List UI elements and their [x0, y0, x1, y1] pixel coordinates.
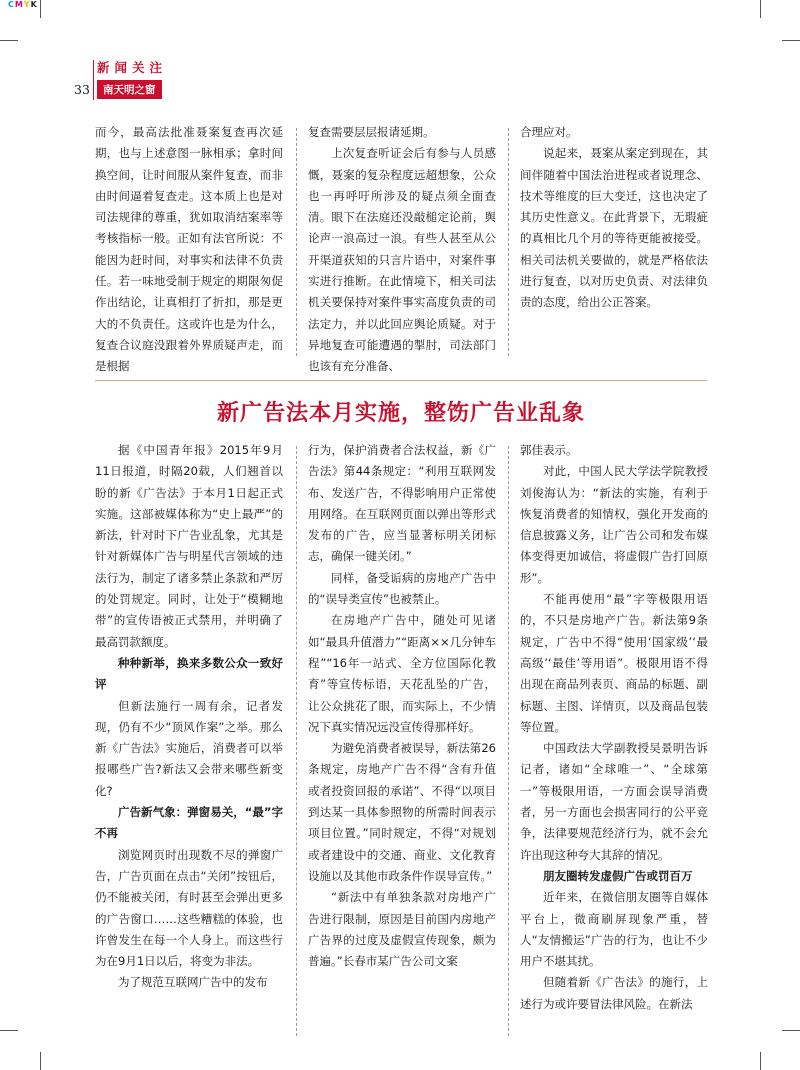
- paragraph: 为避免消费者被误导，新法第26条规定，房地产广告不得“含有升值或者投资回报的承诺”、不得“以项目到达某一具体参照物的所需时间表示项目位置。”同时规定，不得“对规划或者建设中的交通、商业、文化教育设施以及其他市政条件作误导宣传。”: [308, 741, 496, 883]
- paragraph: 浏览网页时出现数不尽的弹窗广告，广告页面在点击“关闭”按钮后，仍不能被关闭，有时甚至会弹出更多的广告窗口……这些糟糕的体验，也许曾发生在每一个人身上。而这些行为在9月1日以后，将变为非法。: [95, 847, 283, 969]
- cmyk-k: K: [30, 0, 38, 9]
- column-separator: [508, 128, 509, 356]
- crop-mark: [40, 1052, 41, 1070]
- article-column-3: [520, 440, 708, 1015]
- page-number: 33: [74, 82, 90, 97]
- crop-mark: [782, 1030, 800, 1031]
- paragraph: 为了规范互联网广告中的发布: [118, 975, 268, 990]
- crop-mark: [760, 1052, 761, 1070]
- paragraph: 但新法施行一周有余，记者发现，仍有不少“顶风作案”之举。那么新《广告法》实施后，消费者可以举报哪些广告?新法又会带来哪些新变化?: [95, 698, 283, 798]
- paragraph: 复查需要层层报请延期。: [308, 125, 435, 139]
- crop-mark: [0, 40, 18, 41]
- cmyk-m: M: [14, 0, 24, 9]
- paragraph: 上次复查听证会后有参与人员感慨，聂案的复杂程度远超想象，公众也一再呼吁所涉及的疑点须全面查清。眼下在法庭还没敲槌定论前，舆论声一浪高过一浪。有些人甚至从公开渠道获知的只言片语中，对案件事实进行推断。在此情境下，相关司法机关要保持对案件事实高度负责的司法定力，并以此回应舆论质疑。对于异地复查可能遭遇的掣肘，司法部门也该有充分准备、: [308, 146, 496, 374]
- paragraph: 据《中国青年报》2015年9月11日报道，时隔20载，人们翘首以盼的新《广告法》于本月1日起正式实施。这部被媒体称为“史上最严”的新法，针对时下广告业乱象，尤其是针对新媒体广告与明星代言领域的违法行为，制定了诸多禁止条款和严厉的处罚规定。同时，让处于“模糊地带”的宣传语被正式禁用，并明确了最高罚款额度。: [95, 443, 283, 649]
- crop-mark: [0, 1030, 18, 1031]
- article-headline: 新广告法本月实施，整饬广告业乱象: [216, 401, 585, 426]
- paragraph: 不能再使用“最”字等极限用语的，不只是房地产广告。新法第9条规定，广告中不得“使用‘国家级’‘最高级’‘最佳’等用语”。极限用语不得出现在商品列表页、商品的标题、副标题、主图、详情页，以及商品包装等位置。: [520, 592, 708, 734]
- crop-mark: [760, 0, 761, 18]
- upper-column-2: [308, 122, 496, 378]
- cmyk-y: Y: [23, 0, 31, 9]
- paragraph: 合理应对。: [520, 125, 578, 139]
- section-divider: [95, 380, 707, 381]
- subheading: 朋友圈转发虚假广告或罚百万: [543, 868, 693, 883]
- column-separator: [296, 128, 297, 356]
- subheading: 种种新举，换来多数公众一致好评: [95, 655, 283, 692]
- paragraph: 对此，中国人民大学法学院教授刘俊海认为：“新法的实施，有利于恢复消费者的知情权，强化开发商的信息披露义务，让广告公司和发布媒体变得更加诚信，将虚假广告打回原形”。: [520, 464, 708, 585]
- paragraph: 中国政法大学副教授吴景明告诉记者，诸如“全球唯一”、“全球第一”等极限用语，一方面会误导消费者，另一方面也会损害同行的公平竞争，法律要规范经济行为，就不会允许出现这种夸大其辞的情况。: [520, 741, 708, 862]
- crop-mark: [782, 40, 800, 41]
- upper-column-3: [520, 122, 708, 314]
- paragraph: 而今，最高法批准聂案复查再次延期，也与上述意图一脉相承；拿时间换空间，让时间服从案件复查，而非由时间逼着复查走。这本质上也是对司法规律的尊重，犹如取消结案率等考核指标一般。正如有法官所说：不能因为赶时间，对事实和法律不负责任。若一味地受制于规定的期限匆促作出结论，让真相打了折扣，那是更大的不负责任。这或许也是为什么，复查合议庭没跟着外界质疑声走，而是根据: [95, 125, 283, 374]
- paragraph: 说起来，聂案从案定到现在，其间伴随着中国法治进程或者说理念、技术等维度的巨大变迁，这也决定了其历史性意义。在此背景下，无瑕疵的真相比几个月的等待更能被接受。相关司法机关要做的，就是严格依法进行复查，以对历史负责、对法律负责的态度，给出公正答案。: [520, 146, 708, 310]
- cmyk-color-bar: [8, 0, 38, 9]
- paragraph: 同样，备受诟病的房地产广告中的“误导类宣传”也被禁止。: [308, 570, 496, 607]
- column-separator: [508, 446, 509, 1036]
- paragraph: 郭佳表示。: [520, 443, 578, 457]
- subheading: 广告新气象：弹窗易关，“最”字不再: [95, 805, 283, 841]
- paragraph: 但随着新《广告法》的施行，上述行为或许要冒法律风险。在新法: [520, 975, 708, 1011]
- article-column-1: [95, 440, 283, 994]
- crop-mark: [40, 0, 41, 18]
- cmyk-c: C: [8, 0, 15, 9]
- header-rule: [93, 60, 94, 100]
- paragraph: 近年来，在微信朋友圈等自媒体平台上，微商刷屏现象严重，替人“友情搬运”广告的行为，也让不少用户不堪其扰。: [520, 890, 708, 969]
- column-tag: 南天明之窗: [97, 80, 162, 99]
- paragraph: 在房地产广告中，随处可见诸如“最具升值潜力”“距离××几分钟车程”“16年一站式、全方位国际化教育”等宣传标语，天花乱坠的广告，让公众挑花了眼，而实际上，不少情况下真实情况远没宣传得那样好。: [308, 613, 496, 734]
- column-separator: [296, 446, 297, 1036]
- upper-column-1: [95, 122, 283, 378]
- section-title: 新闻关注: [97, 60, 168, 75]
- paragraph: “新法中有单独条款对房地产广告进行限制，原因是目前国内房地产广告界的过度及虚假宣传现象，颇为普遍。”长春市某广告公司文案: [308, 890, 496, 969]
- article-column-2: [308, 440, 496, 972]
- paragraph: 行为，保护消费者合法权益，新《广告法》第44条规定：“利用互联网发布、发送广告，不得影响用户正常使用网络。在互联网页面以弹出等形式发布的广告，应当显著标明关闭标志，确保一键关闭。”: [308, 443, 496, 564]
